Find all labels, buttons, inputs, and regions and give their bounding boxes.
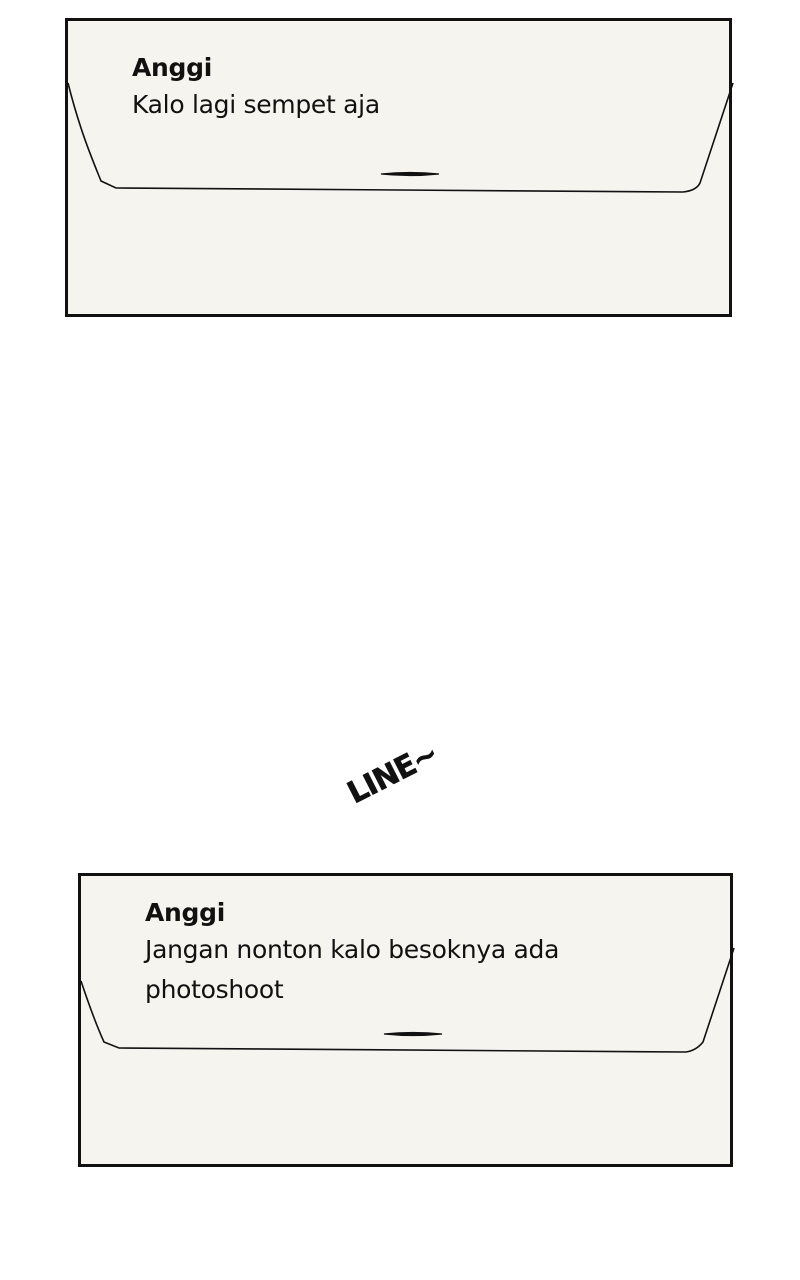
home-indicator <box>384 1033 442 1036</box>
notification-message: Kalo lagi sempet aja <box>132 90 380 119</box>
comic-panel-2 <box>78 873 733 1167</box>
home-indicator <box>381 173 439 176</box>
notification-sender: Anggi <box>132 53 213 82</box>
comic-panel-1 <box>65 18 732 317</box>
line-sound-effect: LINE~ <box>342 736 444 812</box>
notification-message: Jangan nonton kalo besoknya ada photoshoot <box>145 935 560 1004</box>
line-notification[interactable] <box>145 896 670 1010</box>
line-notification[interactable] <box>132 51 669 125</box>
notification-sender: Anggi <box>145 898 226 927</box>
